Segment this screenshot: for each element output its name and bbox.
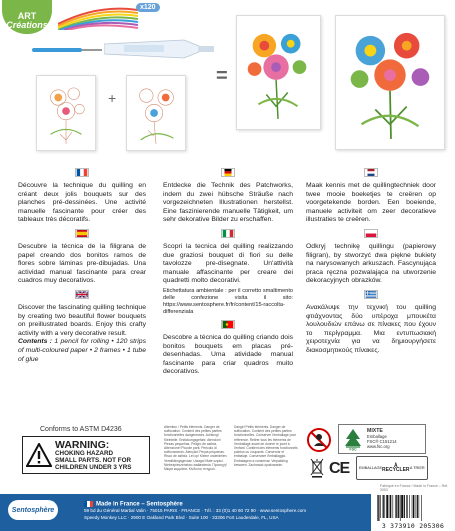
flag-poland-icon (364, 229, 378, 238)
barcode-bar (389, 495, 390, 518)
finished-board-1 (236, 15, 321, 130)
flag-spain-icon (75, 229, 89, 238)
flower-outline-2 (127, 76, 185, 150)
barcode-bar (419, 495, 420, 518)
triman-left-text: EMBALLAGE (359, 465, 383, 470)
made-in-france: Made in France – Sentosphère (96, 501, 183, 508)
warning-line-2: SMALL PARTS. NOT FOR (55, 456, 132, 464)
barcode-bar (415, 495, 416, 518)
fsc-mix-label: MIXTE (367, 427, 383, 434)
flag-portugal-icon (221, 320, 235, 329)
quilling-strips (58, 4, 138, 30)
company-address: 59 bd du Général Martial Valin · 75015 PARIS · FRANCE · Tél. : 33 (0)1 40 60 72 90 · www.sentosphere.com (84, 508, 307, 514)
age-restriction-icon (307, 428, 331, 452)
barcode-bar (383, 495, 384, 518)
block-pl (306, 229, 436, 286)
warning-line-1: CHOKING HAZARD (55, 449, 114, 457)
footer-text (84, 501, 306, 521)
barcode-bar (409, 495, 410, 518)
pre-drawn-board-2 (126, 75, 186, 151)
quilled-bouquet-1 (237, 16, 320, 129)
plus-sign: + (108, 90, 117, 106)
fsc-certification (338, 424, 426, 454)
flag-germany-icon (221, 168, 235, 177)
block-en (18, 290, 146, 364)
barcode-bar (386, 495, 388, 518)
equals-sign: = (216, 65, 228, 87)
barcode-bar (404, 495, 405, 518)
block-de (163, 168, 293, 225)
barcode-bar (398, 495, 399, 518)
quilled-bouquet-2 (336, 16, 444, 149)
text-fr: Découvre la technique du quilling en créant deux jolis bouquets sur des planches pré-dessinées. Une activité manuelle fascinante pour créer des tableaux très décoratifs. (18, 182, 146, 224)
warning-text (55, 440, 132, 471)
logo-line-2: Créations (6, 20, 48, 30)
barcode-caption: Fabriqué en France / Made in France – Réf. 3053 (380, 484, 449, 492)
barcode-bar (417, 495, 418, 518)
quantity-badge: x120 (136, 3, 160, 12)
triman-right-text: A TRIER (409, 465, 425, 470)
barcode-bar (396, 495, 397, 518)
block-pt (163, 320, 293, 377)
astm-conformity: Conforms to ASTM D4236 (40, 426, 122, 433)
block-nl (306, 168, 436, 225)
barcode (371, 493, 455, 531)
footer-flag-france-icon (84, 501, 93, 507)
barcode-bar (395, 495, 396, 518)
ce-mark: CE (329, 460, 350, 477)
barcode-bar (393, 495, 394, 518)
flower-outline-1 (37, 76, 95, 150)
barcode-bar (421, 495, 422, 521)
contents-line (18, 338, 146, 364)
text-nl: Maak kennis met de quillingtechniek door twee mooie boeketjes te creëren op voorgetekende borden. Een boeiende, manuele activiteit om zeer decoratieve illustraties te creëren. (306, 182, 436, 224)
fsc-text (367, 429, 397, 450)
warning-line-3: CHILDREN UNDER 3 YRS (55, 463, 132, 471)
pre-drawn-board-1 (36, 75, 96, 151)
flag-uk-icon (75, 290, 89, 299)
barcode-bar (380, 495, 381, 518)
us-address: Speedy Monkey LLC · 2900 E Oakland Park Blvd · Suite 100 · 33306 Fort Lauderdale, FL, USA (84, 514, 279, 520)
quilling-tool (32, 46, 102, 54)
barcode-number: 3 373910 205306 (381, 522, 445, 530)
glue-tube (104, 38, 214, 60)
text-es: Descubre la técnica de la filigrana de papel creando dos bonitos ramos de flores sobre láminas pre-dibujadas. Una actividad manual fascinante para crear cuadros muy decorativos. (18, 242, 146, 285)
made-in-france-line (84, 501, 306, 508)
barcode-bar (401, 495, 403, 518)
barcode-bar (407, 495, 408, 518)
flag-netherlands-icon (364, 168, 378, 177)
barcode-bar (378, 495, 379, 521)
barcode-bar (390, 495, 391, 518)
small-print-column-2: Dangé! Petits éléments. Danger de suffocation. Contient des petites parties fonctionnelles. Conserver l'emballage pour référence. Retirer tous les éléments de l'emballage avant de donner le jouet à l'enfant. Contient des éléments fonctionnels pointus ou coupants. Conservar el embalaje. Conservare l'imballaggio. Embalagem a conservar. Verpakking bewaren. Zachować opakowanie. (234, 425, 298, 467)
small-print-column-1: Attention ! Petits éléments. Danger de suffocation. Contient des petites parties fonctionnelles dangereuses. Achtung! Kleinteile. Erstickungsgefahr. Atención! Piezas pequeñas. Peligro de asfixia. Attenzione! Piccole parti. Pericolo di soffocamento. Atenção! Peças pequenas. Risco de asfixia. Let op! Kleine onderdelen. Verstikkingsgevaar. Uwaga! Małe części. Niebezpieczeństwo zadławienia. Προσοχή! Μικρά κομμάτια. Κίνδυνος πνιγμού. (164, 425, 228, 472)
text-pl: Odkryj technikę quillingu (papierowy filigran), by stworzyć dwa piękne bukiety na narysowanych arkuszach. Fascynująca praca ręczna pozwalająca na utworzenie dekoracyjnych obrazków. (306, 242, 436, 285)
sentosphere-logo: Sentosphère (8, 500, 58, 520)
text-de: Entdecke die Technik des Patchworks, indem du zwei hübsche Sträuße nach vorgezeichneten Illustrationen herstellst. Eine faszinierende manuelle Tätigkeit, um sehr dekorative Bilder zu erschaffen. (163, 182, 293, 224)
fsc-logo (342, 427, 364, 451)
warning-title: WARNING: (55, 438, 110, 451)
triman-recycling-logo (356, 456, 428, 480)
text-en: Discover the fascinating quilling technique by creating two beautiful flower bouquets on preillustrated boards. Enjoy this crafty activity with a very decorative result. (18, 303, 146, 337)
finished-board-2 (335, 15, 445, 150)
text-el: Ανακάλυψε την τεχνική του quilling φτιάχνοντας δύο υπέροχα μπουκέτα λουλουδιών επάνω σε πίνακες που έχουν το περίγραμμα. Μια εντυπωσιακή χειροτεχνία για να δημιουργήσετε διακοσμητικούς πίνακες. (306, 303, 436, 354)
barcode-bar (400, 495, 401, 521)
product-photo-area (0, 0, 455, 165)
block-es (18, 229, 146, 286)
barcode-bar (384, 495, 385, 518)
fsc-line-1: Emballage (367, 433, 387, 439)
flag-greece-icon (364, 290, 378, 299)
text-it: Scopri la tecnica del quilling realizzando due graziosi bouquet di fiori su delle tavolozze pre-disegnate. Un'attività manuale affascinante per creare dei quadretti molto decorativi. (163, 242, 293, 285)
warning-triangle-icon (26, 443, 52, 467)
flag-france-icon (75, 168, 89, 177)
weee-bin-icon (310, 458, 324, 478)
triman-middle-text: À RECYCLER (382, 462, 410, 473)
contents-label: Contents : (18, 338, 53, 346)
block-fr (18, 168, 146, 225)
block-it (163, 229, 293, 316)
flag-italy-icon (221, 229, 235, 238)
art-creations-logo (2, 0, 52, 34)
fsc-line-2: FSC® C151214 (367, 439, 397, 444)
barcode-bar (413, 495, 414, 518)
barcode-bar (406, 495, 407, 518)
block-el (306, 290, 436, 356)
barcode-bar (377, 495, 378, 521)
svg-text:FSC: FSC (349, 447, 357, 451)
text-column-left (18, 168, 146, 368)
logo-line-1: ART (17, 11, 37, 21)
multilingual-small-print (164, 425, 298, 485)
fsc-line-3: www.fsc.org (367, 444, 390, 450)
barcode-bars (375, 495, 451, 521)
text-column-middle (163, 168, 293, 381)
choking-hazard-warning (22, 436, 150, 474)
text-it-note: Etichettatura ambientale : per il corretto smaltimento delle confezione visita il sito: https://www.sentosphere.fr/fr/content/15-raccolta-differenziata (163, 287, 293, 315)
contents-text: 1 pencil for rolling • 120 strips of multi-coloured paper • 2 frames • 1 tube of glue (18, 338, 146, 363)
text-pt: Descobre a técnica do quilling criando dois bonitos bouquets em placas pré-desenhadas. Uma atividade manual fascinante para criar quadros muito decorativos. (163, 333, 293, 376)
text-column-right (306, 168, 436, 360)
barcode-bar (412, 495, 413, 518)
